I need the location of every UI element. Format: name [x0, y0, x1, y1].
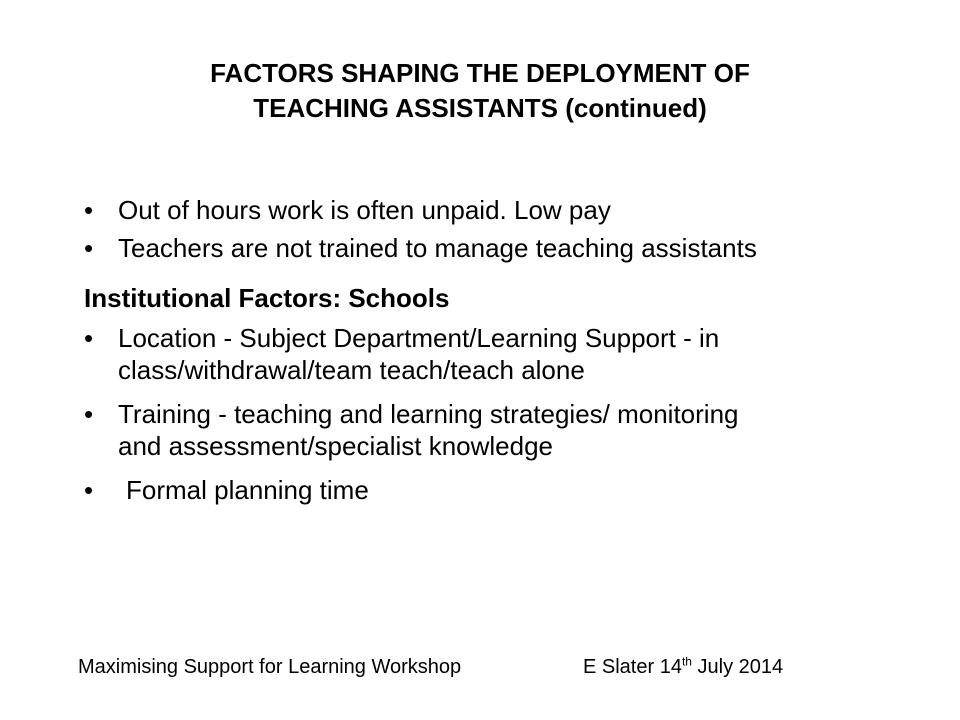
- bullet-dot: •: [84, 195, 94, 225]
- footer-date-suffix: th: [681, 654, 692, 669]
- bullet-item: [84, 322, 914, 386]
- bullet-item: [84, 398, 914, 462]
- footer-date-rest: July 2014: [691, 656, 784, 678]
- section-heading: Institutional Factors: Schools: [84, 283, 450, 313]
- footer-author-date: [583, 654, 783, 680]
- slide-content: [84, 194, 914, 518]
- title-line-2: TEACHING ASSISTANTS (continued): [253, 93, 707, 123]
- bullet-text-line-2: class/withdrawal/team teach/teach alone: [118, 355, 585, 385]
- bullet-item: [84, 194, 914, 226]
- slide-title: [80, 56, 880, 126]
- bullet-text-line-1: Training - teaching and learning strategies/ monitoring: [118, 399, 739, 429]
- bullet-text: Teachers are not trained to manage teaching assistants: [118, 233, 757, 263]
- bullet-text-line-1: Location - Subject Department/Learning Support - in: [118, 323, 720, 353]
- bullet-text: Out of hours work is often unpaid. Low pay: [118, 195, 611, 225]
- footer-workshop: Maximising Support for Learning Workshop: [78, 656, 462, 678]
- bullet-dot: •: [84, 399, 94, 429]
- title-line-1: FACTORS SHAPING THE DEPLOYMENT OF: [210, 58, 750, 88]
- footer-author-prefix: E Slater 14: [583, 656, 682, 678]
- bullet-dot: •: [84, 475, 94, 505]
- bullet-dot: •: [84, 323, 94, 353]
- bullet-item: [84, 474, 914, 506]
- bullet-dot: •: [84, 233, 94, 263]
- bullet-item: [84, 232, 914, 264]
- bullet-text: Formal planning time: [126, 475, 369, 505]
- bullet-text-line-2: and assessment/specialist knowledge: [118, 431, 554, 461]
